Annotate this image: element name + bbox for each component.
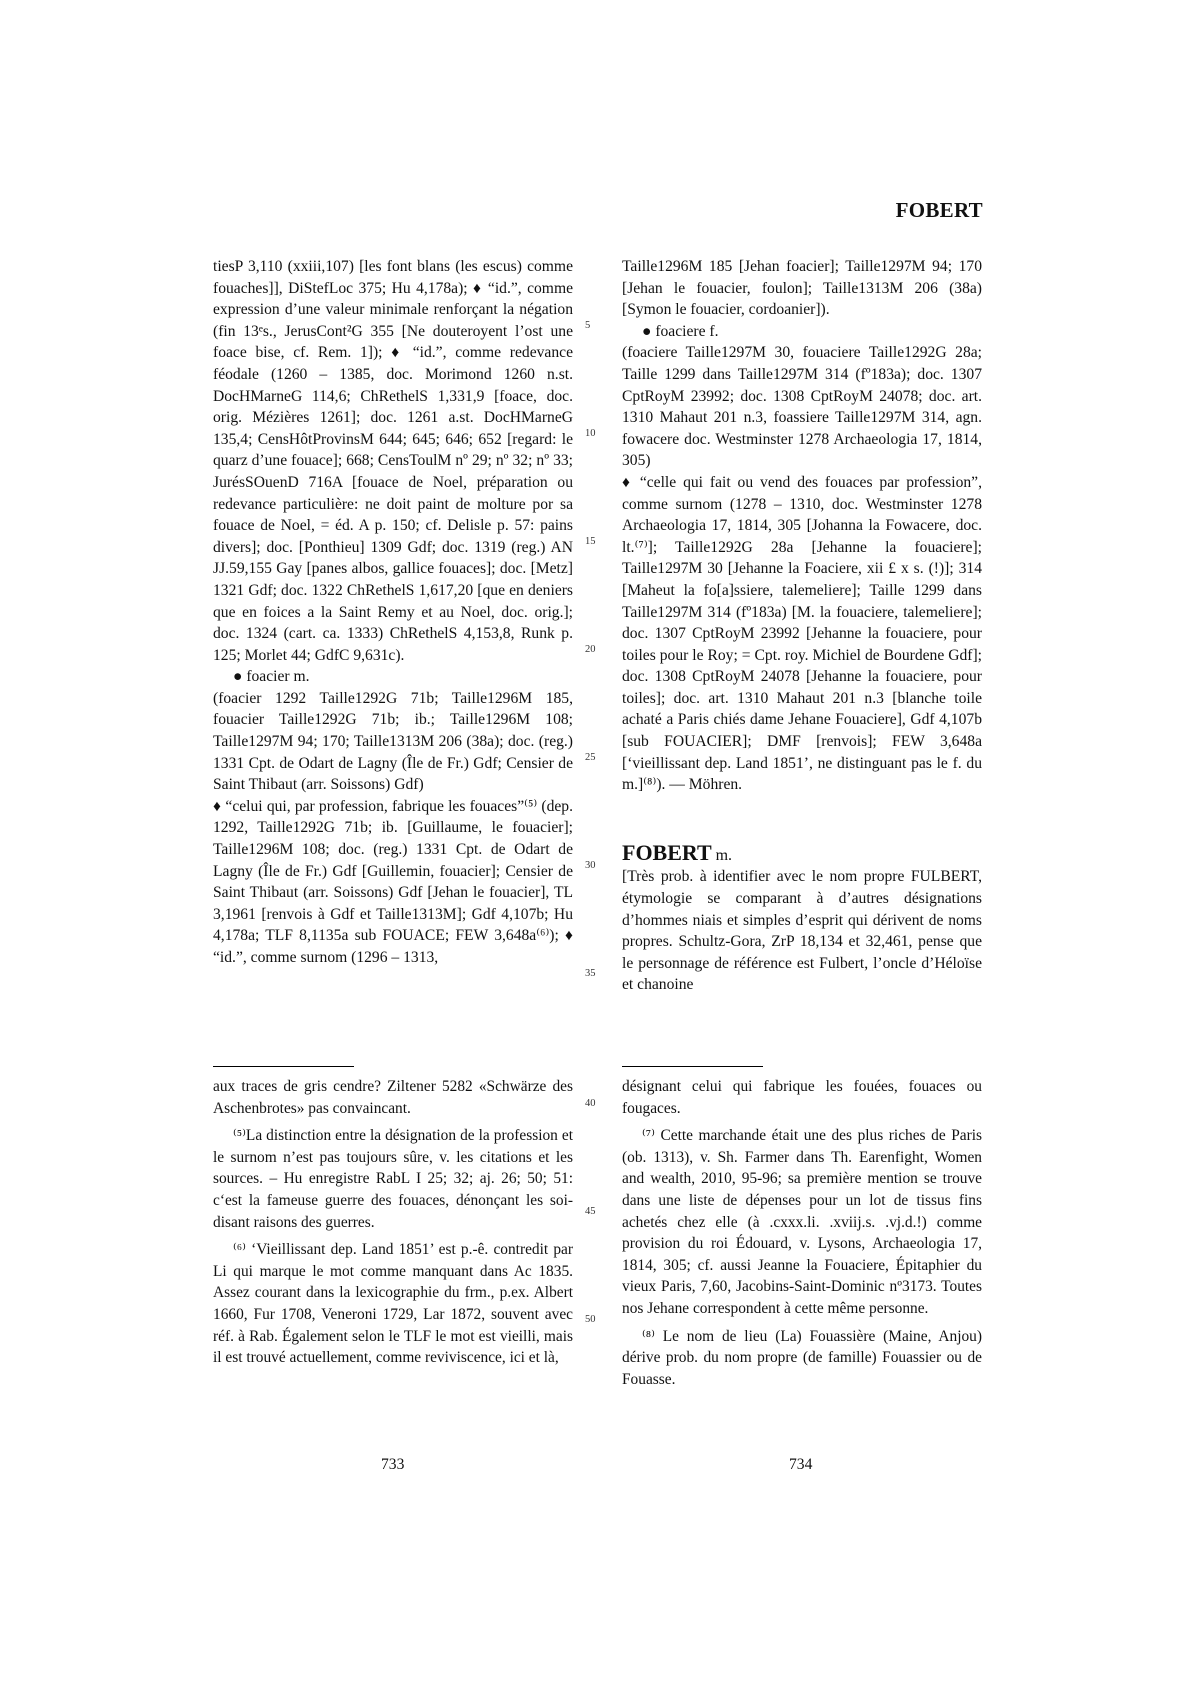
running-head: FOBERT — [895, 198, 983, 222]
line-number: 45 — [585, 1206, 596, 1217]
footnote-rule-left — [213, 1066, 354, 1067]
page-number-left: 733 — [381, 1456, 405, 1473]
left-column — [213, 256, 573, 969]
footnote-7: ⁽⁷⁾ Cette marchande était une des plus riches de Paris (ob. 1313), v. Sh. Farmer dans Th. Earenfight, Women and wealth, 2010, 95-96; sa première mention se trouve dans une liste de dépenses pour un lot de tissus fins achetés chez elle (à .cxxx.li. .xviij.s. .vj.d.!) comme provision du roi Édouard, v. Lysons, Archaeologia 17, 1814, 305; cf. aussi Jeanne la Fouaciere, Épitaphier du vieux Paris, 7,60, Jacobins-Saint-Dominic nº3173. Toutes nos Jehane correspondent à cette même personne. — [622, 1127, 982, 1317]
right-column — [622, 256, 982, 996]
line-number: 10 — [585, 428, 596, 439]
line-number: 5 — [585, 320, 591, 331]
left-paragraph-2: (foacier 1292 Taille1292G 71b; Taille1296M 185, fouacier Taille1292G 71b; ib.; Taille1296M 108; Taille1297M 94; 170; Taille1313M 206 (38a); doc. (reg.) 1331 Cpt. de Odart de Lagny (Île de Fr.) Gdf; Censier de Saint Thibaut (arr. Soissons) Gdf) — [213, 689, 573, 794]
left-paragraph-1: tiesP 3,110 (xxiii,107) [les font blans (les escus) comme fouaches]], DiStefLoc 375; Hu 4,178a); ♦ “id.”, comme expression d’une valeur minimale renforçant la négation (fin 13ᵉs., JerusCont²G 355 [Ne douteroyent l’ost une foace bise, cf. Rem. 1]); ♦ “id.”, comme redevance féodale (1260 – 1385, doc. Morimond 1260 n.st. DocHMarneG 114,6; ChRethelS 1,331,9 [foace, doc. orig. Mézières 1261]; doc. 1261 a.st. DocHMarneG 135,4; CensHôtProvinsM 644; 645; 646; 652 [regard: le quarz d’une fouace]; 668; CensToulM nº 29; nº 32; nº 33; JurésSOuenD 716A [fouace de Noel, préparation ou redevance particulière: ne doit paint de molture por sa fouace de Noel, = éd. A p. 150; cf. Delisle p. 57: pains divers]; doc. [Ponthieu] 1309 Gdf; doc. 1319 (reg.) AN JJ.59,155 Gay [panes albos, gallice fouaces]; doc. [Metz] 1321 Gdf; doc. 1322 ChRethelS 1,617,20 [que en deniers que en foices a la Saint Remy et au Noel, doc. orig.]; doc. 1324 (cart. ca. 1333) ChRethelS 4,153,8, Runk p. 125; Morlet 44; GdfC 9,631c). — [213, 258, 573, 664]
page-number-right: 734 — [789, 1456, 813, 1473]
line-number: 25 — [585, 752, 596, 763]
line-number: 40 — [585, 1098, 596, 1109]
right-paragraph-2: (foaciere Taille1297M 30, fouaciere Taille1292G 28a; Taille 1299 dans Taille1297M 314 (fº183a); doc. 1307 CptRoyM 23992; doc. 1308 CptRoyM 24078; doc. art. 1310 Mahaut 201 n.3, foassiere Taille1297M 314, agn. fowacere doc. Westminster 1278 Archaeologia 17, 1814, 305) — [622, 344, 982, 470]
footnote-continuation: aux traces de gris cendre? Ziltener 5282 «Schwärze des Aschenbrotes» pas convaincant. — [213, 1078, 573, 1117]
line-number: 50 — [585, 1314, 596, 1325]
line-number: 15 — [585, 536, 596, 547]
entry-head-fobert — [622, 839, 982, 867]
subentry-head-foaciere: ● foaciere f. — [642, 322, 719, 340]
line-number: 20 — [585, 644, 596, 655]
footnote-continuation: désignant celui qui fabrique les fouées, fouaces ou fougaces. — [622, 1078, 982, 1117]
footnote-5: ⁽⁵⁾La distinction entre la désignation de la profession et le surnom n’est pas toujours sûre, v. les citations et les sources. – Hu enregistre RabL I 25; 32; aj. 26; 50; 51: c‘est la fameuse guerre des fouaces, dénonçant les soi-disant raisons des guerres. — [213, 1127, 573, 1231]
left-paragraph-3: ♦ “celui qui, par profession, fabrique les fouaces”⁽⁵⁾ (dep. 1292, Taille1292G 71b; ib. [Guillaume, le fouacier]; Taille1296M 108; doc. (reg.) 1331 Cpt. de Odart de Lagny (Île de Fr.) Gdf [Guillemin, fouacier]; Censier de Saint Thibaut (arr. Soissons) Gdf [Jehan le fouacier], TL 3,1961 [renvois à Gdf et Taille1313M]; Gdf 4,107b; Hu 4,178a; TLF 8,1135a sub FOUACE; FEW 3,648a⁽⁶⁾); ♦ “id.”, comme surnom (1296 – 1313, — [213, 797, 573, 966]
entry-word: FOBERT — [622, 839, 712, 865]
line-number: 35 — [585, 968, 596, 979]
right-paragraph-4: [Très prob. à identifier avec le nom propre FULBERT, étymologie se comparant à d’autres désignations d’hommes niais et simples d’esprit qui dérivent de noms propres. Schultz-Gora, ZrP 18,134 et 32,461, pense que le personnage de référence est Fulbert, l’oncle d’Héloïse et chanoine — [622, 868, 982, 994]
footnote-8: ⁽⁸⁾ Le nom de lieu (La) Fouassière (Maine, Anjou) dérive prob. du nom propre (de famille) Fouassier ou de Fouasse. — [622, 1327, 982, 1388]
right-paragraph-1: Taille1296M 185 [Jehan foacier]; Taille1297M 94; 170 [Jehan le fouacier, foulon]; Taille1313M 206 (38a) [Symon le fouacier, cordoanier]). — [622, 258, 982, 319]
line-number: 30 — [585, 860, 596, 871]
footnote-6: ⁽⁶⁾ ‘Vieillissant dep. Land 1851’ est p.-ê. contredit par Li qui marque le mot comme manquant dans Ac 1835. Assez courant dans la lexicographie du frm., p.ex. Albert 1660, Fur 1708, Veneroni 1729, Lar 1872, souvent avec réf. à Rab. Également selon le TLF le mot est vieilli, mais il est trouvé actuellement, comme reviviscence, ici et là, — [213, 1241, 573, 1367]
footnotes-left — [213, 1076, 573, 1375]
entry-pos: m. — [715, 846, 733, 864]
right-paragraph-3: ♦ “celle qui fait ou vend des fouaces par profession”, comme surnom (1278 – 1310, doc. Westminster 1278 Archaeologia 17, 1814, 305 [Johanna la Fowacere, doc. lt.⁽⁷⁾]; Taille1292G 28a [Jehanne la fouaciere]; Taille1297M 30 [Jehanne la Foaciere, xii £ x s. (!)]; 314 [Maheut la fo[a]ssiere, talemeliere]; Taille 1299 dans Taille1297M 314 (fº183a) [M. la fouaciere, talemeliere]; doc. 1307 CptRoyM 23992 [Jehanne la fouaciere, pour toiles pour le Roy; = Cpt. roy. Michiel de Bourdene Gdf]; doc. 1308 CptRoyM 24078 [Jehanne la fouaciere, pour toiles]; doc. art. 1310 Mahaut 201 n.3 [blanche toile achaté a Paris chiés dame Jehane Fouaciere], Gdf 4,107b [sub FOUACIER]; DMF [renvois]; FEW 3,648a [‘vieillissant dep. Land 1851’, ne distinguant pas le f. du m.]⁽⁸⁾). — Möhren. — [622, 473, 982, 794]
footnote-rule-right — [622, 1066, 763, 1067]
subentry-head-foacier: ● foacier m. — [233, 668, 310, 686]
footnotes-right — [622, 1076, 982, 1396]
